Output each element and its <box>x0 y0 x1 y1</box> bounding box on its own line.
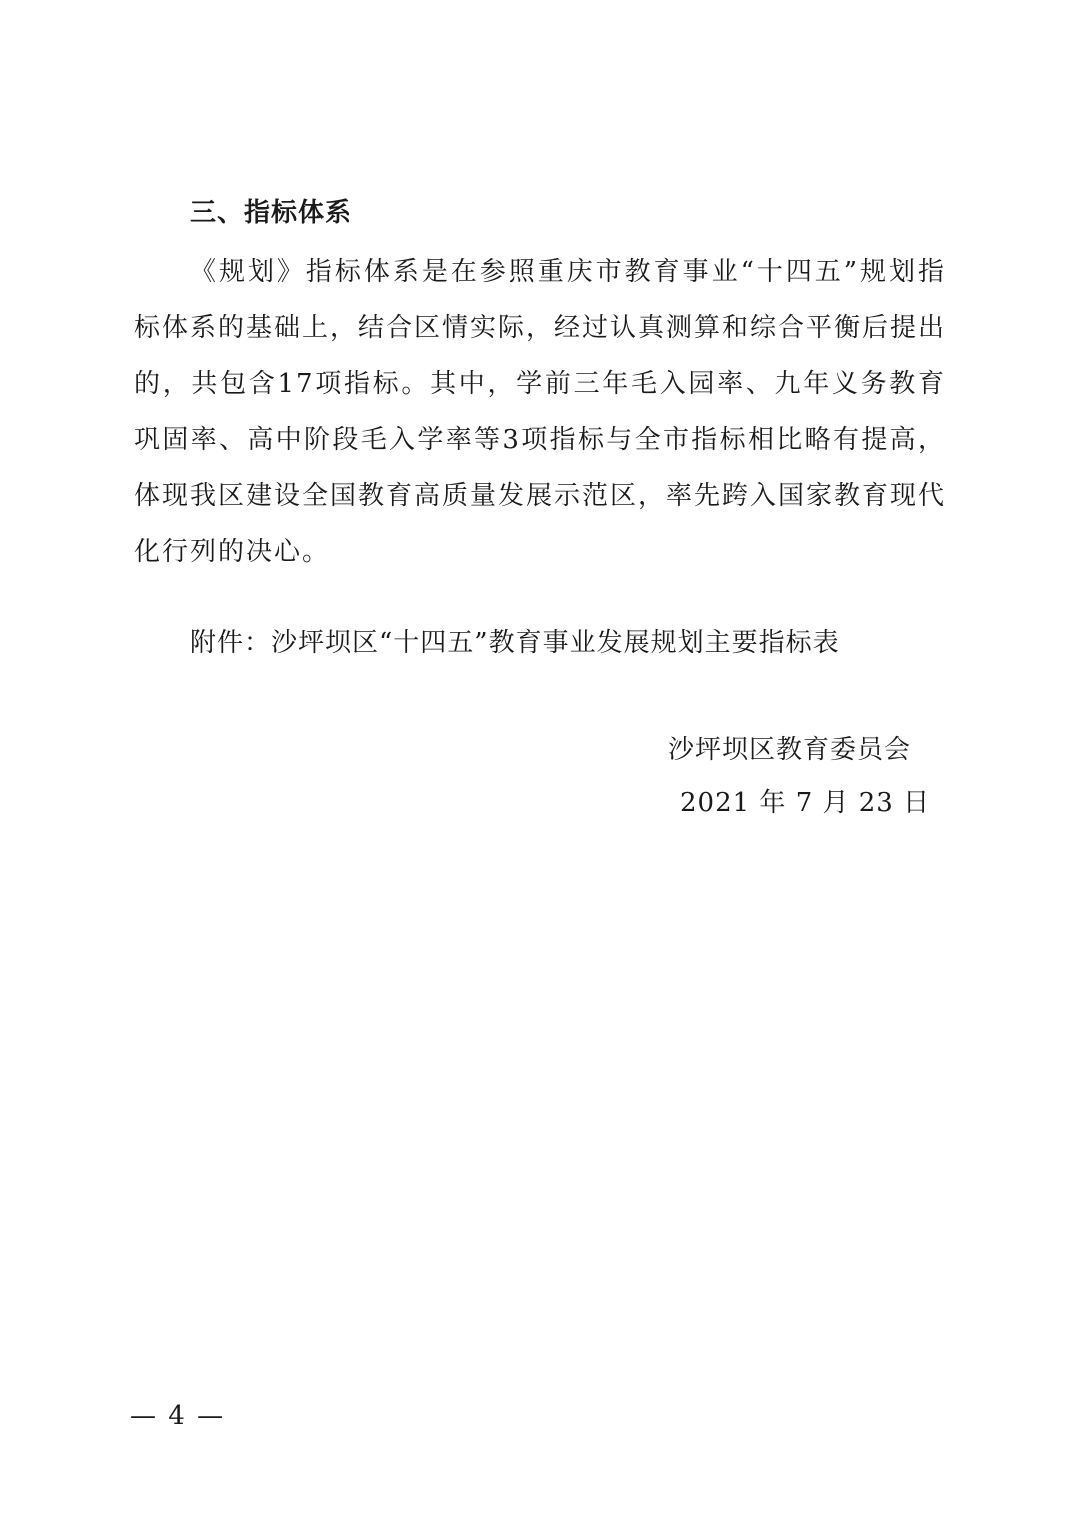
section-heading: 三、指标体系 <box>190 198 353 228</box>
issue-date: 2021 年 7 月 23 日 <box>680 788 931 818</box>
issuer-name: 沙坪坝区教育委员会 <box>668 735 912 765</box>
page-number: — 4 — <box>130 1401 226 1431</box>
attachment-line: 附件：沙坪坝区“十四五”教育事业发展规划主要指标表 <box>190 628 840 658</box>
section-paragraph: 《规划》指标体系是在参照重庆市教育事业“十四五”规划指标体系的基础上，结合区情实际，经过认真测算和综合平衡后提出的，共包含17项指标。其中，学前三年毛入园率、九年义务教育巩固率、高中阶段毛入学率等3项指标与全市指标相比略有提高，体现我区建设全国教育高质量发展示范区，率先跨入国家教育现代化行列的决心。 <box>134 257 947 567</box>
